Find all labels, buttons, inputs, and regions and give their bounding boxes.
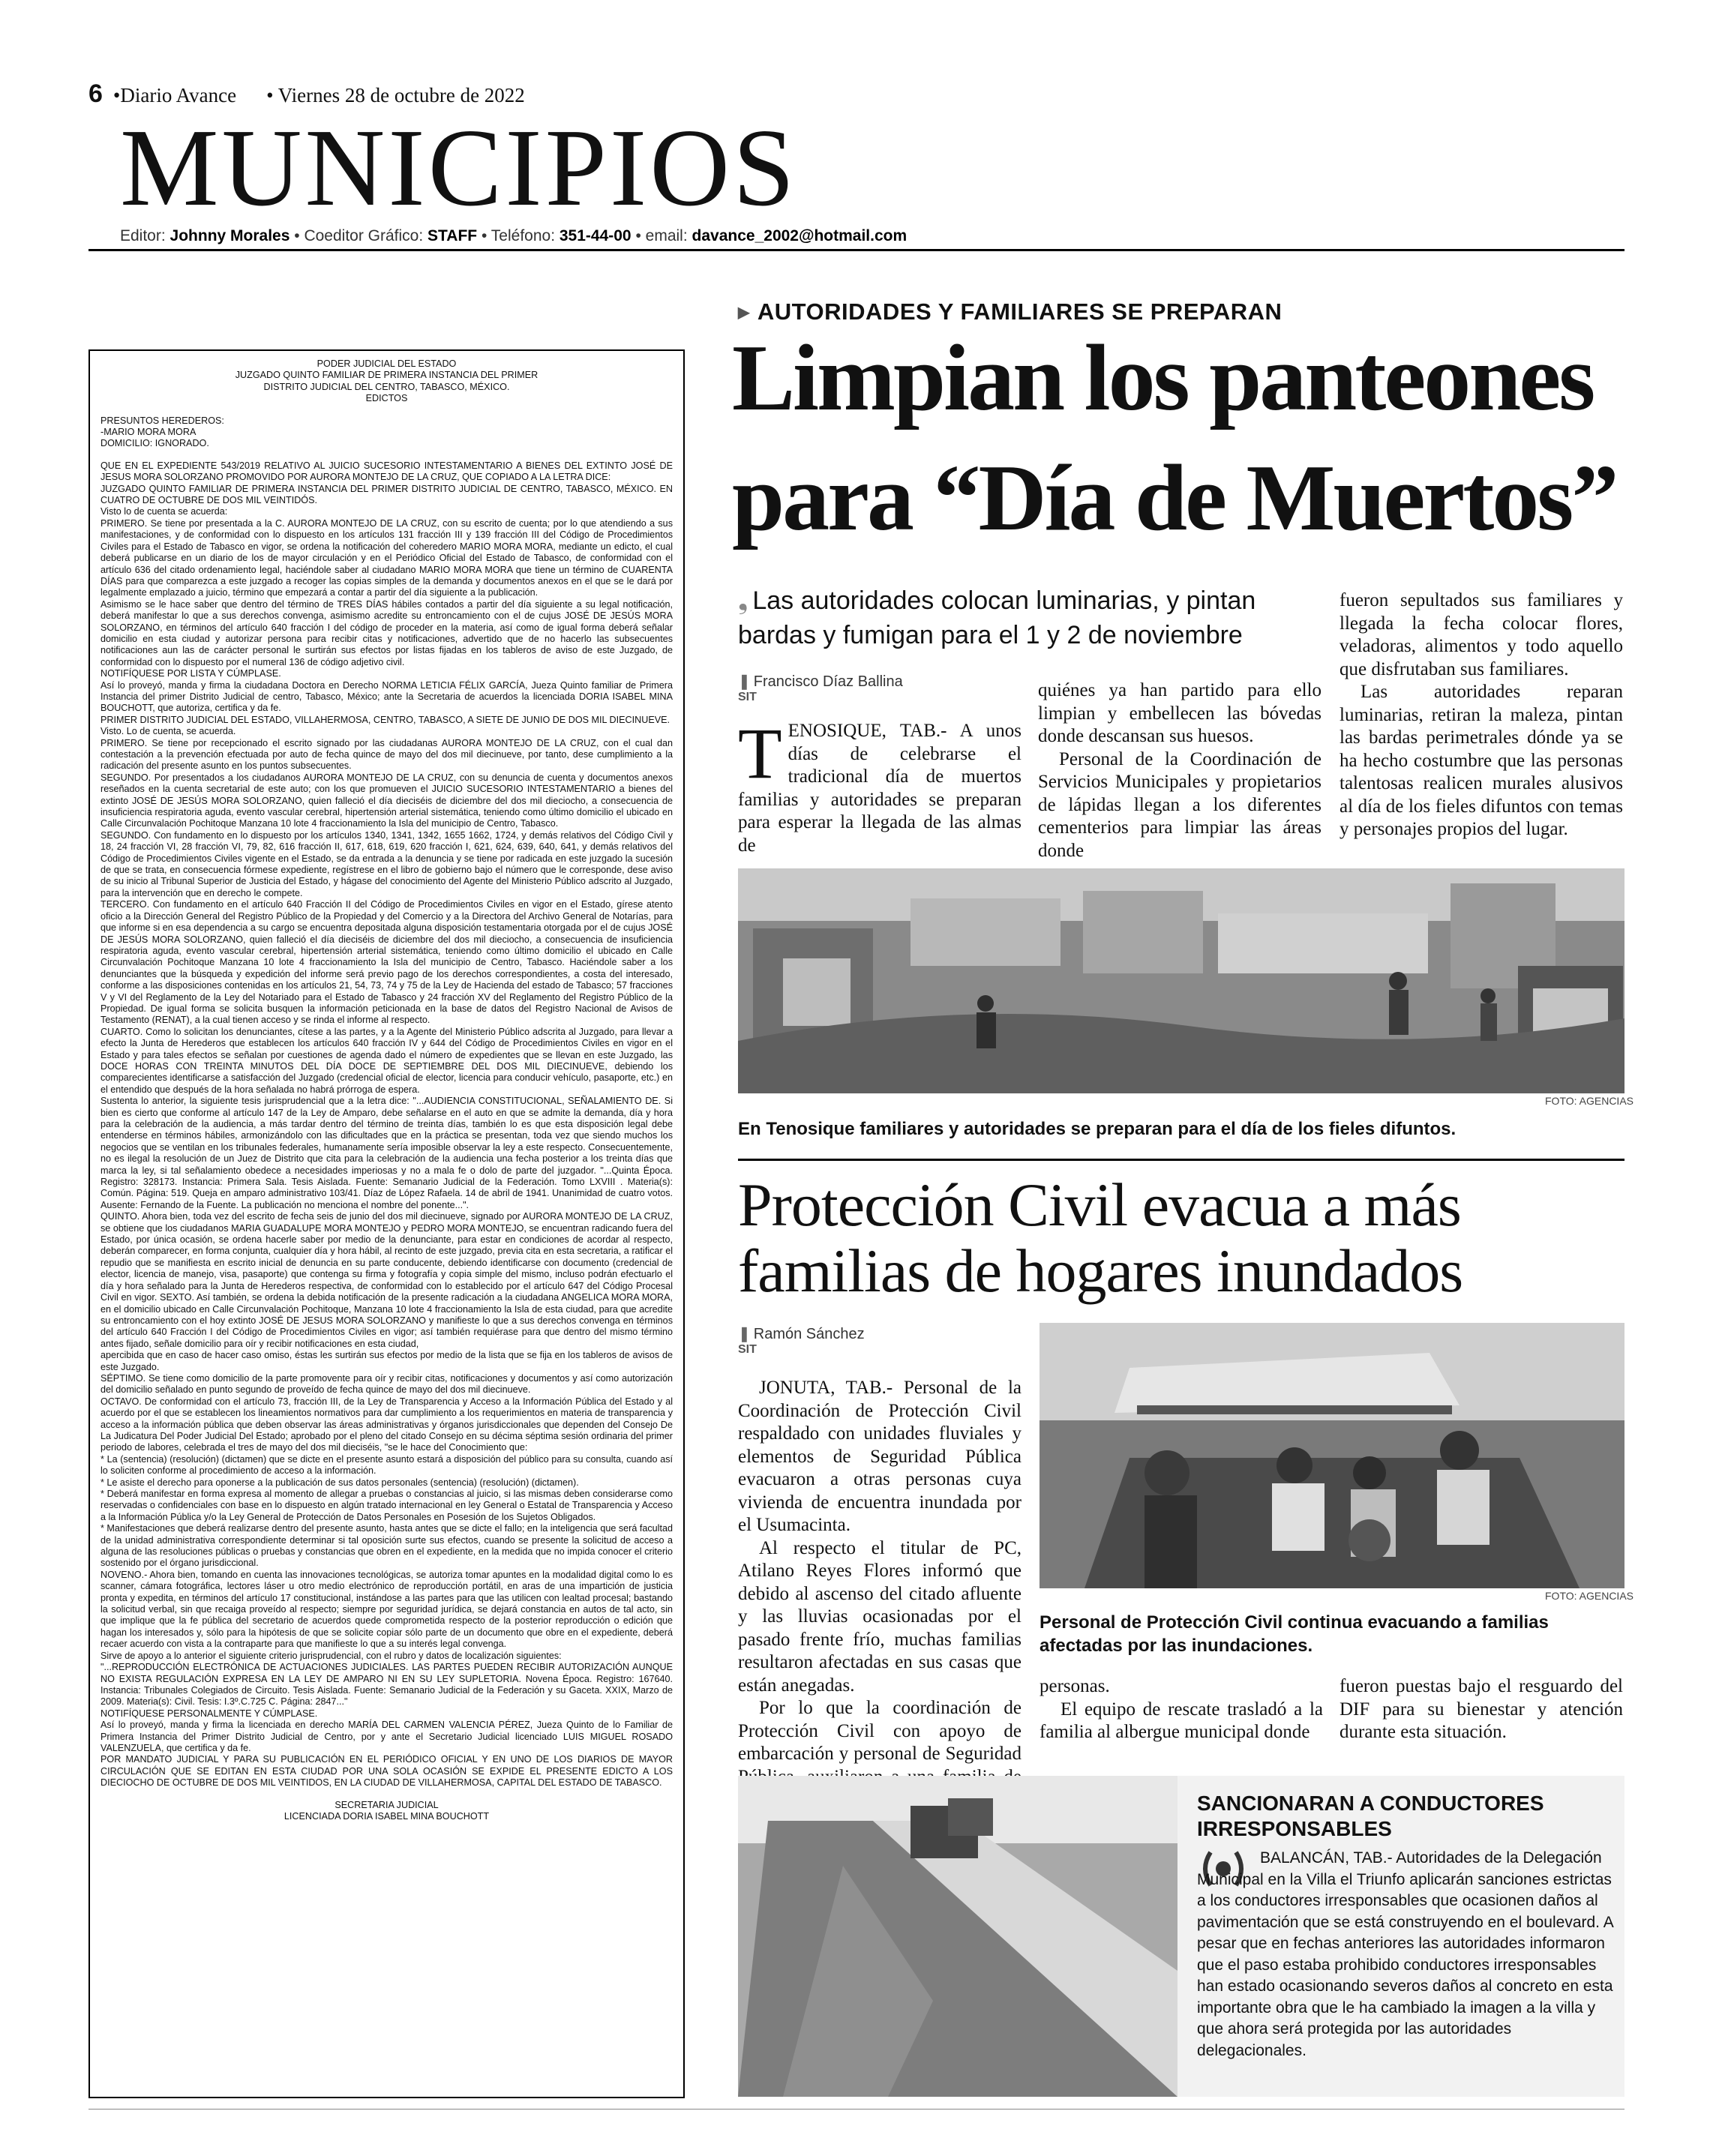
legal-body	[100, 460, 673, 1789]
story2-headline-line1: Protección Civil evacua a más	[738, 1171, 1461, 1239]
story2-p1: JONUTA, TAB.- Personal de la Coordinación de Protección Civil respaldado con unidades fluviales y elementos de Seguridad Pública evacuaron a otras personas cuya vivienda de encuentra inundada por el Usumacinta.	[738, 1378, 1022, 1535]
story-divider	[738, 1159, 1624, 1161]
road-photo-image	[738, 1776, 1178, 2097]
story2-photo-credit: FOTO: AGENCIAS	[1545, 1590, 1634, 1602]
legal-paragraph: TERCERO. Con fundamento en el artículo 640 Fracción II del Código de Procedimientos Civiles en vigor en el Estado, gírese atento oficio a la Dirección General del Registro Público de la Propiedad y del Comercio y a la Directora del Archivo General de Notarías, para que informe si en esa dependencia a su cargo se encuentra depositada alguna disposición testamentaria otorgada por el de cujus JOSÉ DE JESÚS MORA SOLORZANO, quien falleció el día dieciséis de diciembre del dos mil dieciocho, a consecuencia de insuficiencia respiratoria aguda, evento vascular cerebral, hipertensión arterial sistemática, teniendo como último domicilio el ubicado en Calle Circunvalación Pochitoque Manzana 10 lote 4 fraccionamiento la Isla del municipio de Centro, Tabasco. Haciéndole saber a los denunciantes que la búsqueda y expedición del informe será previo pago de los derechos correspondientes, a costa del interesado, conforme a las disposiciones contenidas en los artículos 21, 54, 73, 74 y 75 de la Ley de Hacienda del estado de Tabasco; 57 fracciones V y VI del Reglamento de la Ley del Notariado para el Estado de Tabasco y 24 fracción XV del Reglamento del Registro Público de la Propiedad. De igual forma se solicita busquen la información peticionada en la base de datos del Registro Nacional de Avisos de Testamento (RENAT), a la cual tienen acceso y se rinda el informe al respecto.	[100, 899, 673, 1026]
legal-paragraph: CUARTO. Como lo solicitan los denunciantes, cítese a las partes, y a la Agente del Ministerio Público adscrita al Juzgado, para llevar a efecto la Junta de Herederos que establecen los artículos 640 fracción IV y 644 del Código de Procedimientos Civiles en vigor en el Estado y para tales efectos se señalan por cuestiones de agenda dado el número de expedientes que se llevan en este Juzgado, las DOCE HORAS CON TREINTA MINUTOS DEL DÍA DOCE DE SEPTIEMBRE DEL DOS MIL DIECINUEVE, debiendo los comparecientes identificarse a satisfacción del Juzgado (credencial oficial de elector, licencia para conducir vehículo, pasaporte, etc.) en el entendido que después de la hora señalada no habrá prórroga de espera.	[100, 1026, 673, 1095]
story2-caption: Personal de Protección Civil continua evacuando a familias afectadas por las inundaciones.	[1040, 1612, 1549, 1656]
story2-byline-block	[738, 1324, 865, 1357]
legal-paragraph: SEGUNDO. Por presentados a los ciudadanos AURORA MONTEJO DE LA CRUZ, con su denuncia de cuenta y documentos anexos reseñados en la cuenta secretarial de este auto; con los que promueven el JUICIO SUCESORIO INTESTAMENTARIO a bienes del extinto JOSÉ DE JESÚS MORA SOLORZANO, quien falleció el día dieciséis de diciembre del dos mil dieciocho, a consecuencia de insuficiencia respiratoria aguda, evento vascular cerebral, hipertensión arterial sistemática, teniendo como último domicilio el ubicado en Calle Circunvalación Pochitoque Manzana 10 lote 4 fraccionamiento la Isla del municipio de Centro, Tabasco.	[100, 772, 673, 829]
story2-byline: ❚ Ramón Sánchez	[738, 1324, 865, 1343]
legal-paragraph: PRIMER DISTRITO JUDICIAL DEL ESTADO, VILLAHERMOSA, CENTRO, TABASCO, A SIETE DE JUNIO DE DOS MIL DIECINUEVE.	[100, 714, 670, 725]
staff-line: Editor: Johnny Morales • Coeditor Gráfico: STAFF • Teléfono: 351-44-00 • email: davance_2002@hotmail.com	[120, 227, 908, 244]
legal-paragraph: QUINTO. Ahora bien, toda vez del escrito de fecha seis de junio del dos mil diecinueve, signado por AURORA MONTEJO DE LA CRUZ, se obtiene que los ciudadanos MARIA GUADALUPE MORA MONTEJO y PEDRO MORA MONTEJO, se encuentran radicando fuera del Estado, por única ocasión, se ordena hacerle saber por medio de la denunciante, para estar en condiciones de acordar al respecto, deberán comparecer, en forma conjunta, cualquier día y hora hábil, al recinto de este juzgado, previa cita en esta secretaria, a ratificar el repudio que se manifiesta en escrito inicial de denuncia en su parte conducente, debiendo identificarse con documento (credencial de elector, licencia de manejo, visa, pasaporte) que contenga su firma y fotografía y copia simple del mismo, incluso podrán efectuarlo el día y hora señalado para la Junta de Herederos respectiva, de conformidad con lo establecido por el artículo 647 del Código Procesal Civil en vigor. SEXTO. Así también, se ordena la debida notificación de la presente radicación a la ciudadana ANGELICA MORA MORA, en el domicilio ubicado en Calle Circunvalación Pochitoque, Manzana 10 lote 4 fraccionamiento la Isla de esta ciudad, para que acredite su entroncamiento con el hoy extinto JOSÉ DE JESUS MORA SOLORZANO y manifieste lo que a sus derechos convenga en términos del artículo 640 Fracción I del Código de Procedimientos Civiles en vigor; así también requiérase para que dentro del mismo término antes fijado, señale domicilio para oír y recibir notificaciones en esta ciudad,	[100, 1211, 673, 1349]
story2-p3: Por lo que la coordinación de Protección Civil con apoyo de embarcación y personal de Seguridad	[738, 1698, 1022, 1764]
legal-heading-line: PODER JUDICIAL DEL ESTADO	[316, 358, 457, 369]
legal-heading-line: EDICTOS	[365, 393, 408, 404]
story2-column-2	[1040, 1675, 1323, 1744]
legal-addressee-line: DOMICILIO: IGNORADO.	[100, 438, 209, 449]
story1-col1-text: ENOSIQUE, TAB.- A unos días de celebrarse el tradicional día de muertos familias y autoridades se preparan para esperar la llegada de las almas de	[738, 721, 1022, 856]
legal-paragraph: SÉPTIMO. Se tiene como domicilio de la parte promovente para oír y recibir citas, notificaciones y documentos y así como autorización del domicilio señalado en punto segundo de proveído de fecha quince de mayo del dos mil diecinueve.	[100, 1372, 673, 1396]
section-title: MUNICIPIOS	[120, 106, 798, 229]
editor-name: Johnny Morales	[170, 227, 290, 244]
brief-text: BALANCÁN, TAB.- Autoridades de la Delegación Municipal en la Villa el Triunfo aplicarán sanciones estrictas a los conductores irresponsables que ocasionen daños al pavimentación que se está construyendo en el boulevard. A pesar que en fechas anteriores las autoridades informaron que el paso estaba prohibido conductores irresponsables han estado ocasionando severos daños al concreto en esta importante obra que le ha cambiado la imagen a la villa y que ahora será protegida por las autoridades delegacionales.	[1197, 1849, 1613, 2059]
legal-paragraph: Sirve de apoyo a lo anterior el siguiente criterio jurisprudencial, con el rubro y datos de localización siguientes:	[100, 1650, 562, 1661]
legal-paragraph: Así lo proveyó, manda y firma la ciudadana Doctora en Derecho NORMA LETICIA FÉLIX GARCÍA, Jueza Quinto familiar de Primera Instancia del primer Distrito Judicial de centro, Tabasco, México; ante la Secretaria de acuerdos la licenciada DORIA ISABEL MINA BOUCHOTT, que autoriza, certifica y da fe.	[100, 679, 673, 714]
legal-paragraph: QUE EN EL EXPEDIENTE 543/2019 RELATIVO AL JUICIO SUCESORIO INTESTAMENTARIO A BIENES DEL EXTINTO JOSÉ DE JESUS MORA SOLORZANO PROMOVIDO POR AURORA MONTEJO DE LA CRUZ, QUE COPIADO A LA LETRA DICE:	[100, 460, 673, 483]
legal-signature-line: LICENCIADA DORIA ISABEL MINA BOUCHOTT	[284, 1810, 490, 1822]
story1-col2-p1: quiénes ya han partido para ello limpian y embellecen las bóvedas donde descansan sus huesos.	[1038, 680, 1322, 746]
story1-col2-p2: Personal de la Coordinación de Servicios Municipales y propietarios de lápidas llegan a los diferentes cementerios para limpiar las áreas donde	[1038, 748, 1322, 861]
footer-rule	[88, 2109, 1624, 2110]
legal-paragraph: Visto. Lo de cuenta, se acuerda.	[100, 726, 236, 737]
legal-signature	[100, 1800, 673, 1823]
story1-byline-block	[738, 672, 903, 704]
phone-number: 351-44-00	[559, 227, 632, 244]
story2-headline-line2: familias de hogares inundados	[738, 1237, 1463, 1305]
rescue-boat-photo-image	[1040, 1323, 1624, 1588]
legal-paragraph: SEGUNDO. Con fundamento en lo dispuesto por los artículos 1340, 1341, 1342, 1655 1662, 1724, y demás relativos del Código Civil y 18, 24 fracción VI, 28 fracción VI, 79, 82, 616 fracción II, 617, 618, 619, 620 fracción I, 621, 624, 639, 640, 641, y demás relativos del Código de Procedimientos Civiles vigente en el Estado, se da entrada a la denuncia y se tiene por radicada en este juzgado la sucesión de que se trata, en consecuencia fórmese expediente, regístrese en el libro de gobierno bajo el número que le corresponde, dese aviso de su inicio al Tribunal Superior de Justicia del Estado, y hágase del conocimiento del Agente del Ministerio Público adscrito al Juzgado, para la intervención que en derecho le compete.	[100, 829, 673, 898]
story2-column-1	[738, 1377, 1022, 1834]
story1-caption: En Tenosique familiares y autoridades se preparan para el día de los fieles difuntos.	[738, 1119, 1456, 1139]
legal-signature-line: SECRETARIA JUDICIAL	[334, 1799, 439, 1810]
story1-headline-line1: Limpian los panteones	[732, 326, 1594, 430]
legal-heading-line: JUZGADO QUINTO FAMILIAR DE PRIMERA INSTANCIA DEL PRIMER	[235, 370, 538, 381]
story1-deck: ❟ Las autoridades colocan luminarias, y pintan bardas y fumigan para el 1 y 2 de noviembre	[738, 583, 1278, 652]
story2-col2-p1: personas.	[1040, 1676, 1110, 1696]
legal-paragraph: Así lo proveyó, manda y firma la licenciada en derecho MARÍA DEL CARMEN VALENCIA PÉREZ, Jueza Quinto de lo Familiar de Primera Instancia del Primer Distrito Judicial de Centro, por y ante el Secretario Judicial licenciado LUIS MIGUEL ROSADO VALENZUELA, que certifica y da fe.	[100, 1720, 673, 1753]
legal-paragraph: Visto lo de cuenta se acuerda:	[100, 506, 228, 517]
legal-heading-line: DISTRITO JUDICIAL DEL CENTRO, TABASCO, MÉXICO.	[263, 381, 510, 392]
legal-paragraph: * Manifestaciones que deberá realizarse dentro del presente asunto, hasta antes que se dicte el fallo; en la inteligencia que será facultad de la unidad administrativa correspondiente determinar si tal oposición surte sus efectos, cuando se presente la solicitud de acceso a alguna de las resoluciones públicas o pruebas y constancias que obren en el expediente, en la medida que no impida conocer el criterio sostenido por el órgano jurisdiccional.	[100, 1523, 673, 1569]
legal-notice	[88, 349, 685, 2098]
legal-addressee-line: -MARIO MORA MORA	[100, 427, 196, 438]
legal-paragraph: NOTIFÍQUESE PERSONALMENTE Y CÚMPLASE.	[100, 1708, 318, 1719]
story2-col2-p2: El equipo de rescate trasladó a la familia al albergue municipal donde	[1040, 1699, 1323, 1742]
legal-paragraph: * La (sentencia) (resolución) (dictamen) que se dicte en el presente asunto estará a disposición del público para su consulta, cuando así lo soliciten conforme al procedimiento de acceso a la información.	[100, 1453, 673, 1477]
paper-name: •Diario Avance	[112, 84, 237, 106]
story2-agency: SIT	[738, 1343, 757, 1356]
story1-column-3	[1340, 589, 1623, 841]
legal-addressees	[100, 415, 673, 450]
legal-paragraph: PRIMERO. Se tiene por recepcionado el escrito signado por las ciudadanas AURORA MONTEJO DE LA CRUZ, con el cual dan contestación a la prevención efectuada por auto de fecha quince de mayo del dos mil diecinueve, por tanto, dese cumplimiento a la radicación del presente asunto en los puntos subsecuentes.	[100, 737, 673, 772]
folio-line	[88, 79, 555, 109]
legal-paragraph: apercibida que en caso de hacer caso omiso, éstas les surtirán sus efectos por medio de la lista que se fija en los tableros de avisos de este Juzgado.	[100, 1350, 673, 1372]
cemetery-photo-image	[738, 868, 1624, 1093]
story1-kicker: ▶ AUTORIDADES Y FAMILIARES SE PREPARAN	[738, 298, 1282, 325]
story1-col3-p1: fueron sepultados sus familiares y llegada la fecha colocar flores, veladoras, alimentos y todo aquello que disfrutaban sus familiares.	[1340, 590, 1623, 679]
story1-column-2	[1038, 679, 1322, 862]
story1-dropcap: T	[738, 713, 782, 793]
story1-col3-p2: Las autoridades reparan luminarias, retiran la maleza, pintan las bardas perimetrales dónde ya se ha hecho costumbre que las personas talentosas realicen murales alusivos al día de los fieles difuntos con temas y personajes propios del lugar.	[1340, 682, 1623, 839]
cemetery-photo	[738, 868, 1624, 1093]
legal-heading	[100, 358, 673, 405]
story2-p2: Al respecto el titular de PC, Atilano Reyes Flores informó que debido al ascenso del citado afluente y las lluvias ocasionadas por el pasado frente frío, muchas familias resultaron afectadas en sus casas que están anegadas.	[738, 1537, 1022, 1696]
legal-paragraph: Sustenta lo anterior, la siguiente tesis jurisprudencial que a la letra dice: "...AUDIENCIA CONSTITUCIONAL, SEÑALAMIENTO DE. Si bien es cierto que conforme al artículo 147 de la Ley de Amparo, debe señalarse en el auto en que se admite la demanda, día y hora para la celebración de la audiencia, a más tardar dentro del término de treinta días, también lo es que esta disposición legal debe entenderse en términos hábiles, armonizándolo con las dificultades que en la práctica se presentan, toda vez que siendo muchos los negocios que se ventilan en los tribunales federales, humanamente sería imposible observar la ley a este respecto. Consecuentemente, no es ilegal la resolución de un Juez de Distrito que cita para la celebración de la audiencia una fecha posterior a los treinta días que marca la ley, si tal señalamiento obedece a necesidades imperiosas y no a mala fe o dolo de parte del juzgador. "...Quinta Época. Registro: 328173. Instancia: Primera Sala. Tesis Aislada. Fuente: Semanario Judicial de la Federación. Tomo LXVIII . Materia(s): Común. Página: 519. Queja en amparo administrativo 103/41. Díaz de López Rafaela. 14 de abril de 1941. Unanimidad de cuatro votos. Ausente: Fernando de la Fuente. La publicación no menciona el nombre del ponente...".	[100, 1096, 673, 1210]
road-photo	[738, 1776, 1178, 2097]
story1-byline: ❚ Francisco Díaz Ballina	[738, 672, 903, 691]
legal-paragraph: "...REPRODUCCIÓN ELECTRÓNICA DE ACTUACIONES JUDICIALES. LAS PARTES PUEDEN RECIBIR AUTORIZACIÓN AUNQUE NO EXISTA REGULACIÓN EXPRESA EN LA LEY DE AMPARO NI EN SU LEY SUPLETORIA. Novena Época. Registro: 167640. Instancia: Tribunales Colegiados de Circuito. Tesis Aislada. Fuente: Semanario Judicial de la Federación y su Gaceta. XXIX, Marzo de 2009. Materia(s): Civil. Tesis: I.3º.C.725 C. Página: 2847..."	[100, 1662, 673, 1708]
email-address: davance_2002@hotmail.com	[692, 227, 908, 244]
legal-paragraph: OCTAVO. De conformidad con el artículo 73, fracción III, de la Ley de Transparencia y Acceso a la Información Pública del Estado y al acuerdo por el que se establecen los lineamientos normativos para dar cumplimiento a los requerimientos en materia de transparencia y acceso a la información pública que deben observar las áreas administrativas y órganos jurisdiccionales que dependen del Consejo De La Judicatura Del Poder Judicial Del Estado; aprobado por el pleno del citado Consejo en su décima séptima sesión ordinaria del primer periodo de labores, celebrada el tres de mayo del dos mil dieciséis, "se le hace del Conocimiento que:	[100, 1396, 673, 1453]
legal-paragraph: PRIMERO. Se tiene por presentada a la C. AURORA MONTEJO DE LA CRUZ, con su escrito de cuenta; por lo que atendiendo a sus manifestaciones, y de conformidad con lo dispuesto en los artículos 131 fracción III y 139 fracción III del Código de Procedimientos Civiles para el Estado de Tabasco en vigor, se ordena la notificación del coheredero MARIO MORA MORA, mediante un edicto, el cual deberá publicarse en un diario de los de mayor circulación y en el Periódico Oficial del Estado de Tabasco, de conformidad con el artículo 636 del citado ordenamiento legal, haciéndole saber al ciudadano MARIO MORA MORA que tiene un término de CUARENTA DÍAS para que comparezca a este juzgado a recoger las copias simples de la demanda y documentos anexos en el que se le dará por legalmente emplazado a juicio, término que empezará a contar a partir del día siguiente a la publicación.	[100, 517, 673, 598]
rescue-boat-photo	[1040, 1323, 1624, 1588]
page-number: 6	[88, 79, 103, 108]
brief-title: SANCIONARAN A CONDUCTORES IRRESPONSABLES	[1197, 1792, 1544, 1840]
story1-agency: SIT	[738, 691, 757, 703]
header-rule	[88, 249, 1624, 251]
legal-paragraph: NOTIFÍQUESE POR LISTA Y CÚMPLASE.	[100, 668, 281, 679]
legal-paragraph: JUZGADO QUINTO FAMILIAR DE PRIMERA INSTANCIA DEL PRIMER DISTRITO JUDICIAL DE CENTRO, TABASCO, MÉXICO. EN CUATRO DE OCTUBRE DE DOS MIL VEINTIDÓS.	[100, 483, 673, 506]
legal-paragraph: * Le asiste el derecho para oponerse a la publicación de sus datos personales (sentencia) (resolución) (dictamen).	[100, 1477, 579, 1488]
issue-date: • Viernes 28 de octubre de 2022	[266, 84, 525, 106]
legal-paragraph: NOVENO.- Ahora bien, tomando en cuenta las innovaciones tecnológicas, se autoriza tomar apuntes en la modalidad digital como lo es scanner, cámara fotográfica, lectores láser u otro medio electrónico de reproducción portátil, en aras de una impartición de justicia pronta y expedita, en términos del artículo 17 constitucional, instándose a las partes para que las utilicen con lealtad procesal; bastando la solicitud verbal, sin que recaiga proveído al respecto; siempre por seguridad jurídica, se dejará constancia en autos de tal acto, sin que implique que la fe pública del secretario de acuerdos quede comprometida respecto de la posterior reproducción o edición que hagan los interesados y, sólo para la hipótesis de que se solicite copiar sólo parte de un documento que obre en el expediente, deberá recaer acuerdo con vista a la contraparte para que manifieste lo que a su interés legal convenga.	[100, 1569, 673, 1650]
story2-column-3	[1340, 1675, 1623, 1744]
story1-photo-credit: FOTO: AGENCIAS	[1545, 1095, 1634, 1107]
legal-paragraph: * Deberá manifestar en forma expresa al momento de allegar a pruebas o constancias al juicio, si las mismas deben considerarse como reservadas o confidenciales con base en lo dispuesto en algún tratado internacional en ley General o Estatal de Transparencia y Acceso a la Información Pública y/o la Ley General de Protección de Datos Personales en Posesión de los Sujetos Obligados.	[100, 1489, 673, 1522]
story1-headline-line2: para “Día de Muertos”	[732, 446, 1617, 550]
legal-paragraph: POR MANDATO JUDICIAL Y PARA SU PUBLICACIÓN EN EL PERIÓDICO OFICIAL Y EN UNO DE LOS DIARIOS DE MAYOR CIRCULACIÓN QUE SE EDITAN EN ESTA CIUDAD POR UNA SOLA OCASIÓN SE EXPIDE EL PRESENTE EDICTO A LOS DIECIOCHO DE OCTUBRE DE DOS MIL VEINTIDOS, EN LA CIUDAD DE VILLAHERMOSA, CAPITAL DEL ESTADO DE TABASCO.	[100, 1754, 673, 1789]
legal-addressee-line: PRESUNTOS HEREDEROS:	[100, 415, 224, 426]
coeditor-name: STAFF	[428, 227, 478, 244]
legal-paragraph: Asimismo se le hace saber que dentro del término de TRES DÍAS hábiles contados a partir del día siguiente a su legal notificación, deberá manifestar lo que a sus derechos convenga, asimismo acredite su entroncamiento con el de cujus JOSÉ DE JESÚS MORA SOLORZANO, en términos del artículo 640 fracción I del código de proceder en la materia, así como de igual forma deberá señalar domicilio en esta ciudad y autorizar persona para recibir citas y notificaciones, advertido que de no hacerlo las subsecuentes notificaciones aun las de carácter personal le surtirán sus efectos por listas fijadas en los tableros de aviso de este Juzgado, de conformidad con lo dispuesto por el numeral 136 de código adjetivo civil.	[100, 598, 673, 667]
story2-col3-p1: fueron puestas bajo el resguardo del DIF para su bienestar y atención durante esta situación.	[1340, 1676, 1623, 1742]
story1-column-1	[738, 713, 1022, 857]
